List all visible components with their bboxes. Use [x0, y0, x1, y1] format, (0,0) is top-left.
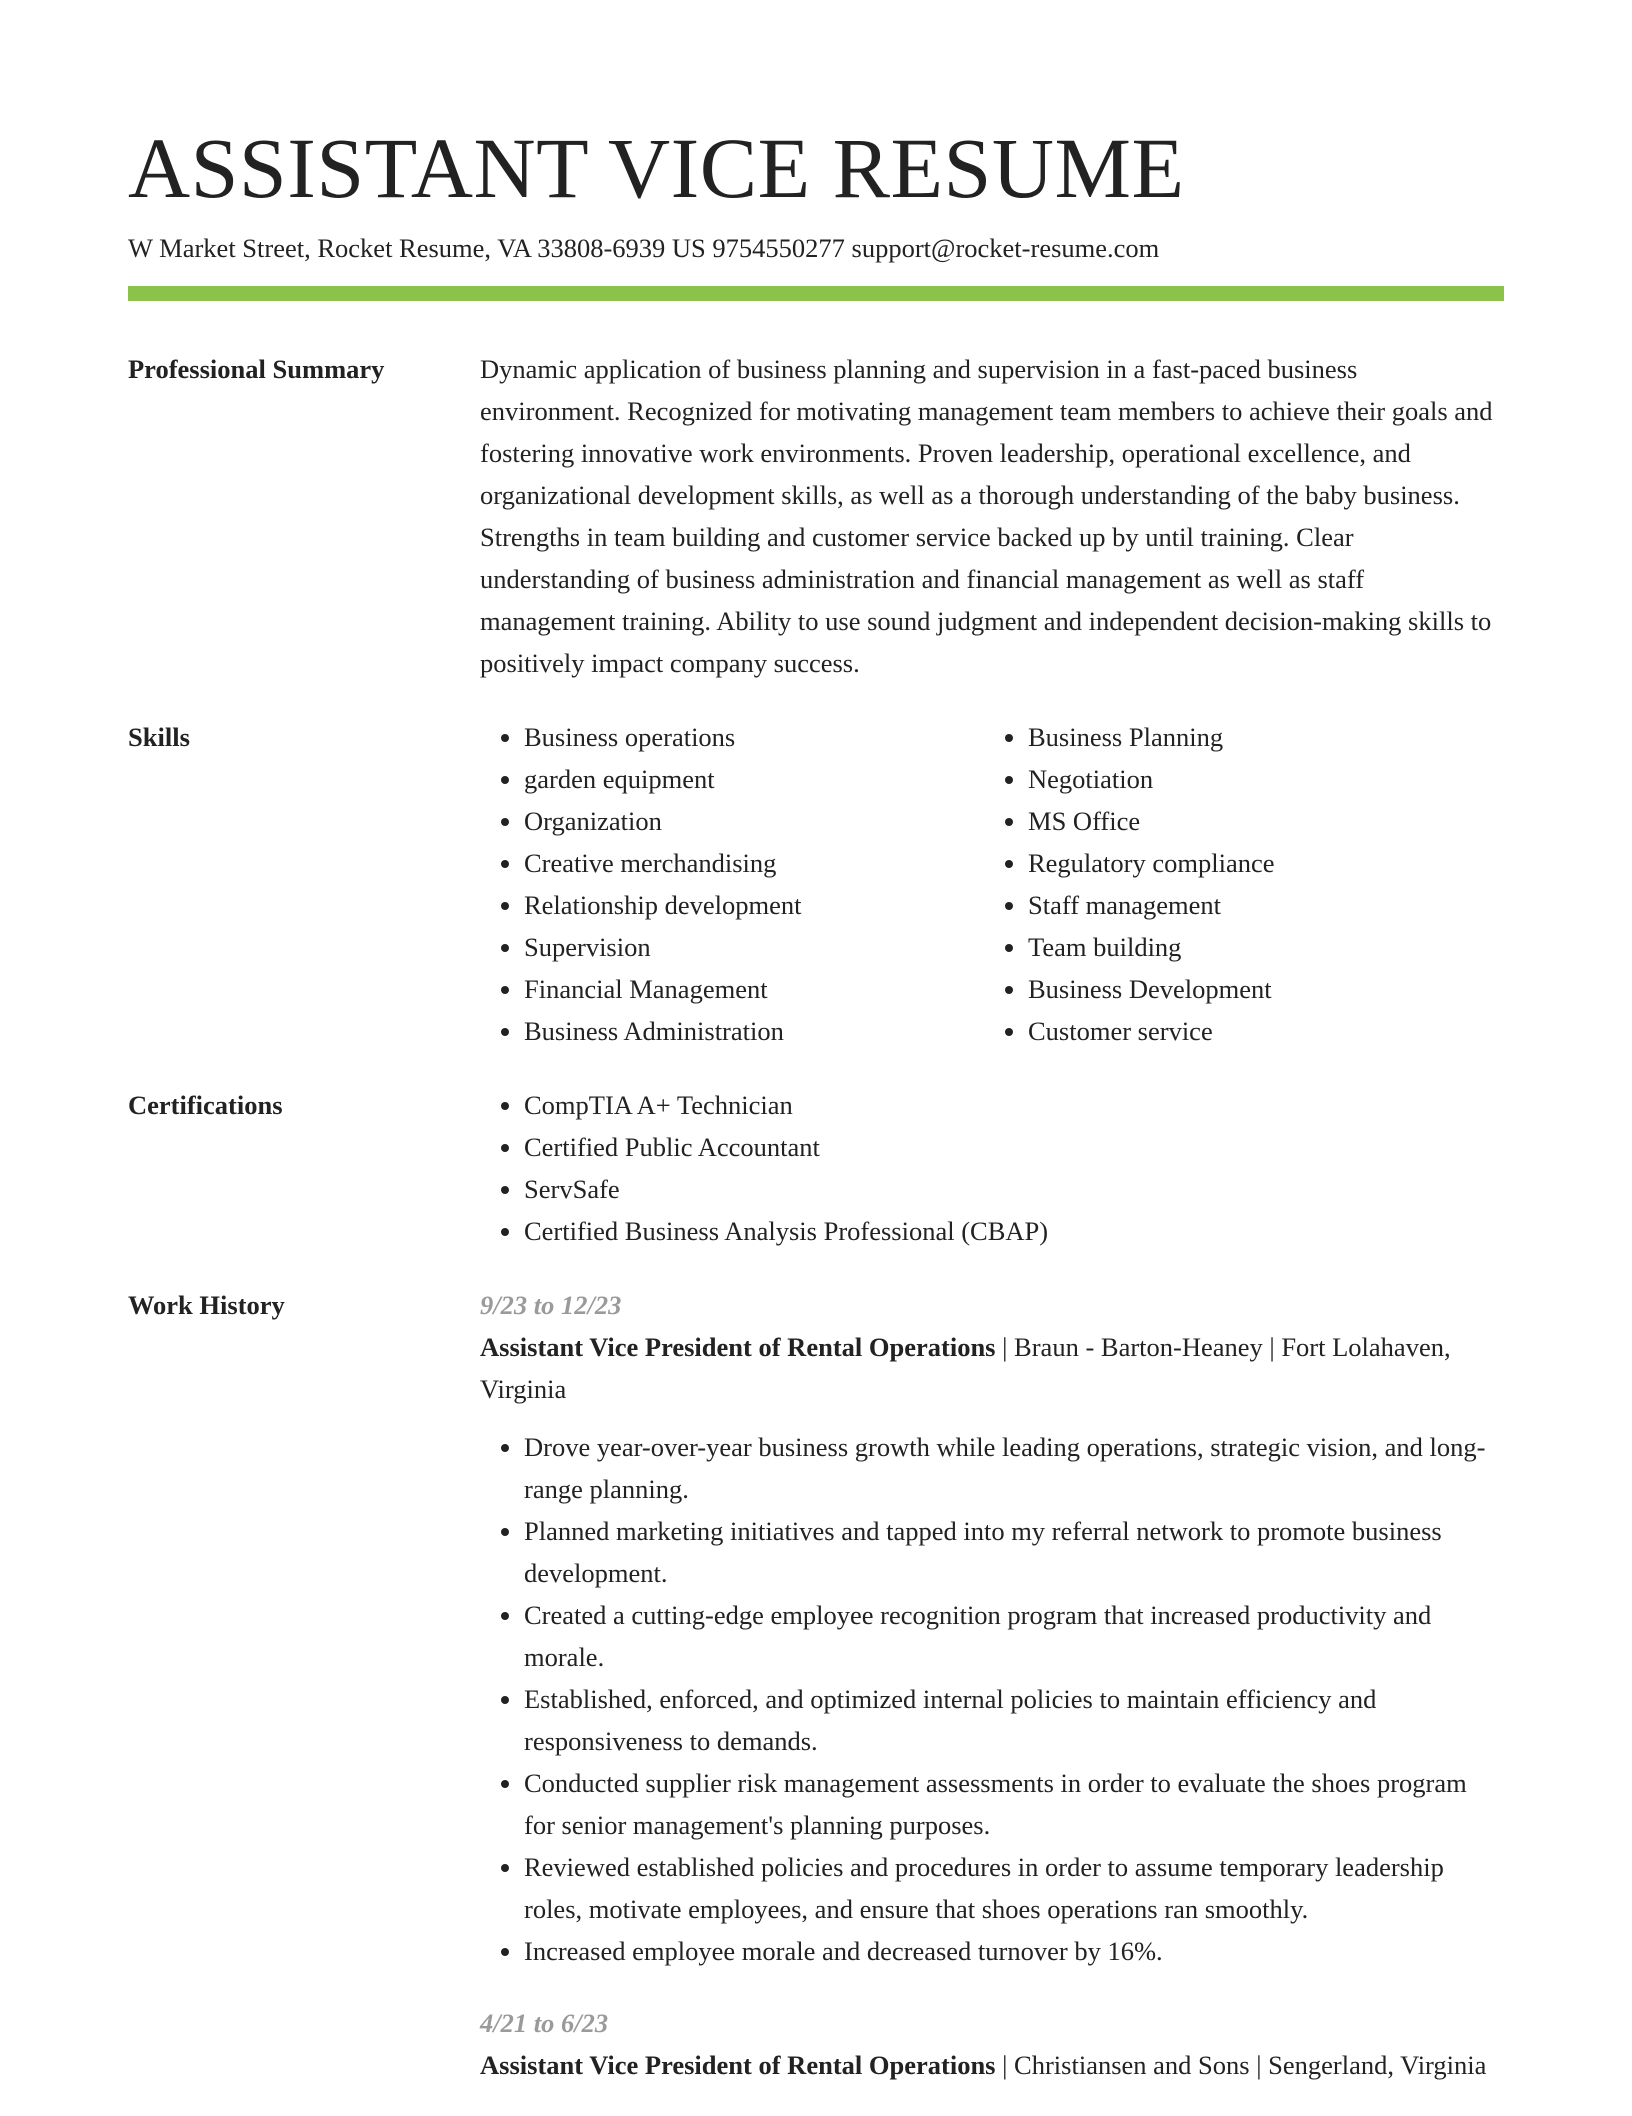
summary-text: Dynamic application of business planning and supervision in a fast-paced business environment. Recognized for motivating management team members to achieve their goals and fostering innovative work environments. Proven leadership, operational excellence, and organizational development skills, as well as a thorough understanding of the baby business. Strengths in team building and customer service backed up by until training. Clear understanding of business administration and financial management as well as staff management training. Ability to use sound judgment and independent decision-making skills to positively impact company success.: [480, 354, 1493, 678]
resume-name: ASSISTANT VICE RESUME: [128, 120, 1185, 216]
skill-item: • Regulatory compliance: [1028, 842, 1488, 884]
certification-item: • Certified Public Accountant: [524, 1126, 1504, 1168]
certification-item: • CompTIA A+ Technician: [524, 1084, 1504, 1126]
skills-column-left: [480, 716, 984, 1052]
job-entry: [480, 1284, 1504, 1972]
certification-item: • ServSafe: [524, 1168, 1504, 1210]
certifications-list: [480, 1084, 1504, 1252]
job-dates: 9/23 to 12/23: [480, 1290, 622, 1320]
skills-column-right: [984, 716, 1488, 1052]
skills-body: [480, 716, 1504, 1052]
job-title-line: [480, 1326, 1504, 1410]
skill-item: • garden equipment: [524, 758, 984, 800]
job-bullets: [480, 1426, 1504, 1972]
header-divider: [128, 286, 1504, 301]
skills-list-left: [480, 716, 984, 1052]
job-title: Assistant Vice President of Rental Operations: [480, 1332, 996, 1362]
job-title: Assistant Vice President of Rental Operations: [480, 2050, 996, 2080]
job-employer-location: | Christiansen and Sons | Sengerland, Virginia: [995, 2050, 1487, 2080]
skill-item: • Business Development: [1028, 968, 1488, 1010]
job-bullet: • Planned marketing initiatives and tapped into my referral network to promote business development.: [524, 1510, 1504, 1594]
job-bullet: • Created a cutting-edge employee recognition program that increased productivity and morale.: [524, 1594, 1504, 1678]
skill-item: • Team building: [1028, 926, 1488, 968]
certifications-body: [480, 1084, 1504, 1252]
work-history-heading: Work History: [128, 1290, 285, 1320]
job-bullet: • Established, enforced, and optimized internal policies to maintain efficiency and responsiveness to demands.: [524, 1678, 1504, 1762]
contact-line: W Market Street, Rocket Resume, VA 33808-6939 US 9754550277 support@rocket-resume.com: [128, 233, 1160, 263]
skill-item: • Negotiation: [1028, 758, 1488, 800]
skill-item: • Financial Management: [524, 968, 984, 1010]
certification-item: • Certified Business Analysis Professional (CBAP): [524, 1210, 1504, 1252]
job-employer-location: | Braun - Barton-Heaney | Fort Lolahaven, Virginia: [480, 1332, 1451, 1404]
work-history-body: [480, 1284, 1504, 2116]
job-bullet: • Increased employee morale and decreased turnover by 16%.: [524, 1930, 1504, 1972]
skill-item: • Creative merchandising: [524, 842, 984, 884]
skill-item: • Customer service: [1028, 1010, 1488, 1052]
skill-item: • Organization: [524, 800, 984, 842]
job-bullet: • Conducted supplier risk management assessments in order to evaluate the shoes program for senior management's planning purposes.: [524, 1762, 1504, 1846]
certifications-heading: Certifications: [128, 1090, 283, 1120]
skill-item: • Staff management: [1028, 884, 1488, 926]
skills-heading: Skills: [128, 722, 190, 752]
job-entry: [480, 2002, 1504, 2086]
skill-item: • Supervision: [524, 926, 984, 968]
job-dates: 4/21 to 6/23: [480, 2008, 609, 2038]
job-title-line: [480, 2044, 1504, 2086]
skills-list-right: [984, 716, 1488, 1052]
skill-item: • Relationship development: [524, 884, 984, 926]
summary-body: [480, 348, 1504, 684]
skill-item: • Business Administration: [524, 1010, 984, 1052]
job-bullet: • Drove year-over-year business growth while leading operations, strategic vision, and long-range planning.: [524, 1426, 1504, 1510]
skill-item: • MS Office: [1028, 800, 1488, 842]
summary-heading: Professional Summary: [128, 354, 385, 384]
job-bullet: • Reviewed established policies and procedures in order to assume temporary leadership roles, motivate employees, and ensure that shoes operations ran smoothly.: [524, 1846, 1504, 1930]
skill-item: • Business operations: [524, 716, 984, 758]
skill-item: • Business Planning: [1028, 716, 1488, 758]
